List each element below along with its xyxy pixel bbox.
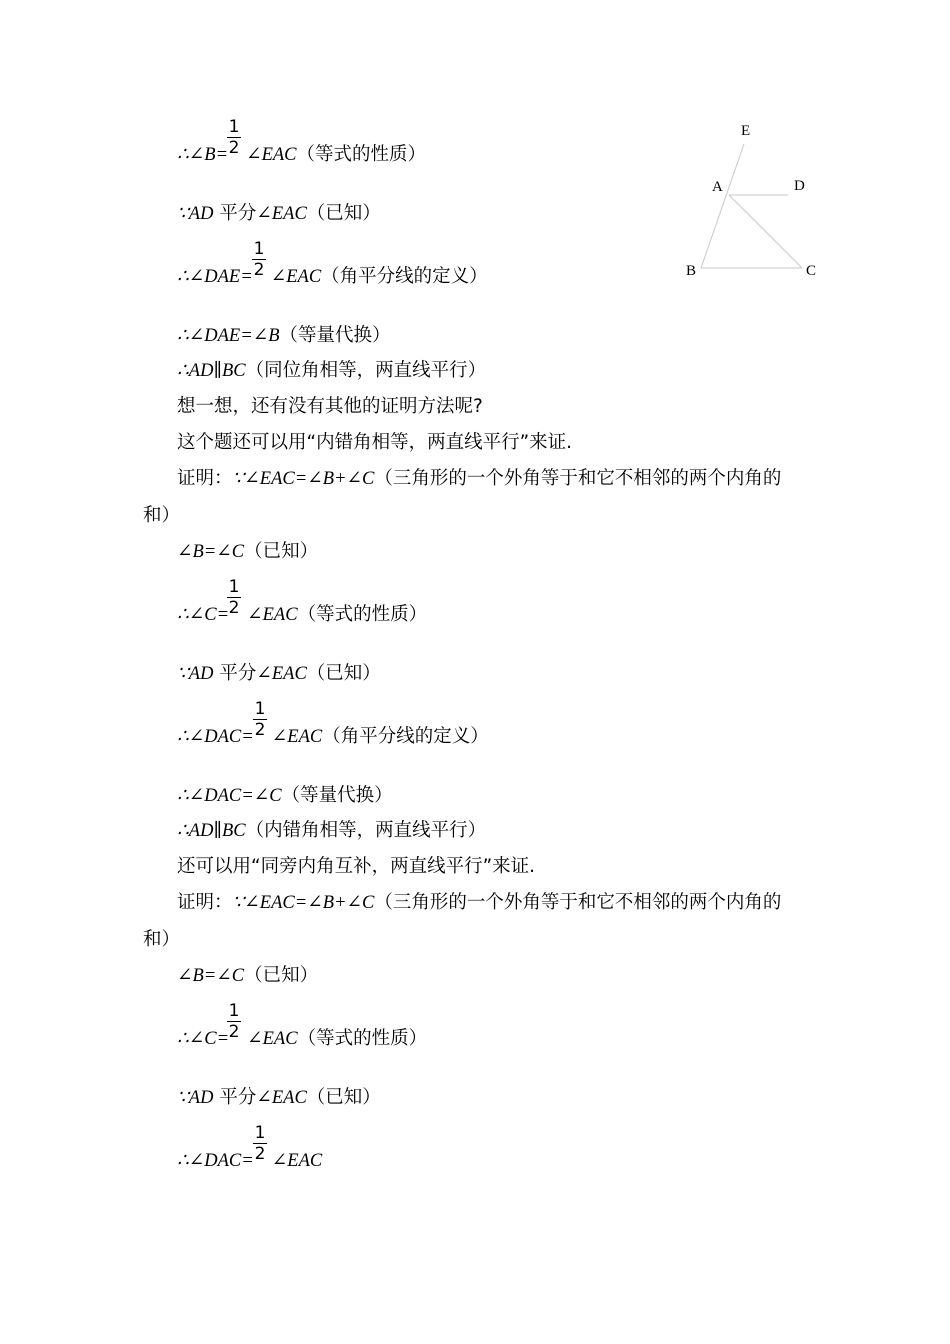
parallel-symbol: ∥ [213,821,222,841]
body-line: 和） [143,505,181,526]
body-text: 平分 [219,1087,257,1108]
fraction-denominator: 2 [228,598,240,618]
proof-line [177,467,781,491]
math-text: ∠EAC [270,267,322,287]
fraction-numerator: 1 [228,1001,240,1021]
proof-line [177,1149,322,1173]
math-text: ∵∠EAC=∠B+∠C [232,893,375,913]
proof-line [177,964,318,988]
fraction-numerator: 1 [254,699,266,719]
math-text: ∠EAC [247,605,298,625]
body-line: 想一想，还有没有其他的证明方法呢? [177,396,483,417]
proof-line [177,143,426,167]
reason-text: （内错角相等，两直线平行） [245,820,487,841]
proof-line [177,1027,427,1051]
math-text: ∴∠DAC= [177,1151,254,1171]
math-text: ∠EAC [246,145,297,165]
math-text: ∵AD [177,1088,214,1108]
math-text: BC [221,361,246,381]
fraction-denominator: 2 [228,1022,240,1042]
math-text: ∠B=∠C [177,542,245,562]
reason-text: （同位角相等，两直线平行） [245,360,487,381]
proof-line [177,819,486,843]
line-ac [729,195,802,268]
math-text: ∵∠EAC=∠B+∠C [232,469,375,489]
proof-line [177,603,427,627]
fraction-denominator: 2 [254,1144,266,1164]
reason-text: （已知） [306,203,381,224]
triangle-figure [680,118,830,288]
math-text: ∠EAC [247,1029,298,1049]
label-a: A [712,179,723,195]
reason-text: （三角形的一个外角等于和它不相邻的两个内角的 [374,468,782,489]
math-text: ∠EAC [271,1151,323,1171]
label-d: D [794,178,805,194]
fraction-numerator: 1 [228,117,240,137]
reason-text: （等式的性质） [297,604,428,625]
proof-line [177,784,393,808]
fraction-numerator: 1 [228,577,240,597]
body-text: 平分 [219,203,257,224]
math-text: ∵AD [177,204,214,224]
body-line: 这个题还可以用“内错角相等，两直线平行”来证. [177,432,573,453]
reason-text: （三角形的一个外角等于和它不相邻的两个内角的 [374,892,782,913]
math-text: ∠EAC [271,727,323,747]
reason-text: （角平分线的定义） [322,726,489,747]
reason-text: （已知） [306,1087,381,1108]
proof-line [177,265,488,289]
reason-text: （等量代换） [279,325,391,346]
fraction-denominator: 2 [253,260,265,280]
math-text: ∠EAC [256,664,307,684]
math-text: ∴AD [177,361,214,381]
fraction-numerator: 1 [253,239,265,259]
math-text: ∵AD [177,664,214,684]
reason-text: （等式的性质） [297,1028,428,1049]
reason-text: （已知） [244,965,319,986]
math-text: BC [221,821,246,841]
math-text: ∠B=∠C [177,966,245,986]
math-text: ∴∠DAE=∠B [177,326,280,346]
reason-text: （已知） [244,541,319,562]
proof-line [177,324,391,348]
proof-line [177,891,781,915]
proof-lead: 证明： [177,892,233,913]
fraction-denominator: 2 [228,138,240,158]
math-text: ∠EAC [256,204,307,224]
reason-text: （已知） [306,663,381,684]
math-text: ∴∠C= [177,605,230,625]
math-text: ∴∠B= [177,145,229,165]
math-text: ∴∠DAE= [177,267,253,287]
fraction-denominator: 2 [254,720,266,740]
math-text: ∠EAC [256,1088,307,1108]
math-text: ∴∠DAC= [177,727,254,747]
body-text: 平分 [219,663,257,684]
reason-text: （角平分线的定义） [321,266,488,287]
proof-line [177,359,486,383]
label-e: E [741,123,751,139]
reason-text: （等式的性质） [296,144,427,165]
math-text: ∴AD [177,821,214,841]
reason-text: （等量代换） [281,785,393,806]
proof-line [177,725,489,749]
proof-line [177,540,318,564]
proof-line [177,662,381,686]
body-line: 还可以用“同旁内角互补，两直线平行”来证. [177,856,536,877]
proof-line [177,1086,381,1110]
proof-line [177,202,381,226]
body-line: 和） [143,929,181,950]
math-text: ∴∠DAC=∠C [177,786,282,806]
parallel-symbol: ∥ [213,361,222,381]
label-b: B [686,263,697,279]
label-c: C [806,263,817,279]
line-ae [701,144,744,268]
proof-lead: 证明： [177,468,233,489]
math-text: ∴∠C= [177,1029,230,1049]
fraction-numerator: 1 [254,1123,266,1143]
